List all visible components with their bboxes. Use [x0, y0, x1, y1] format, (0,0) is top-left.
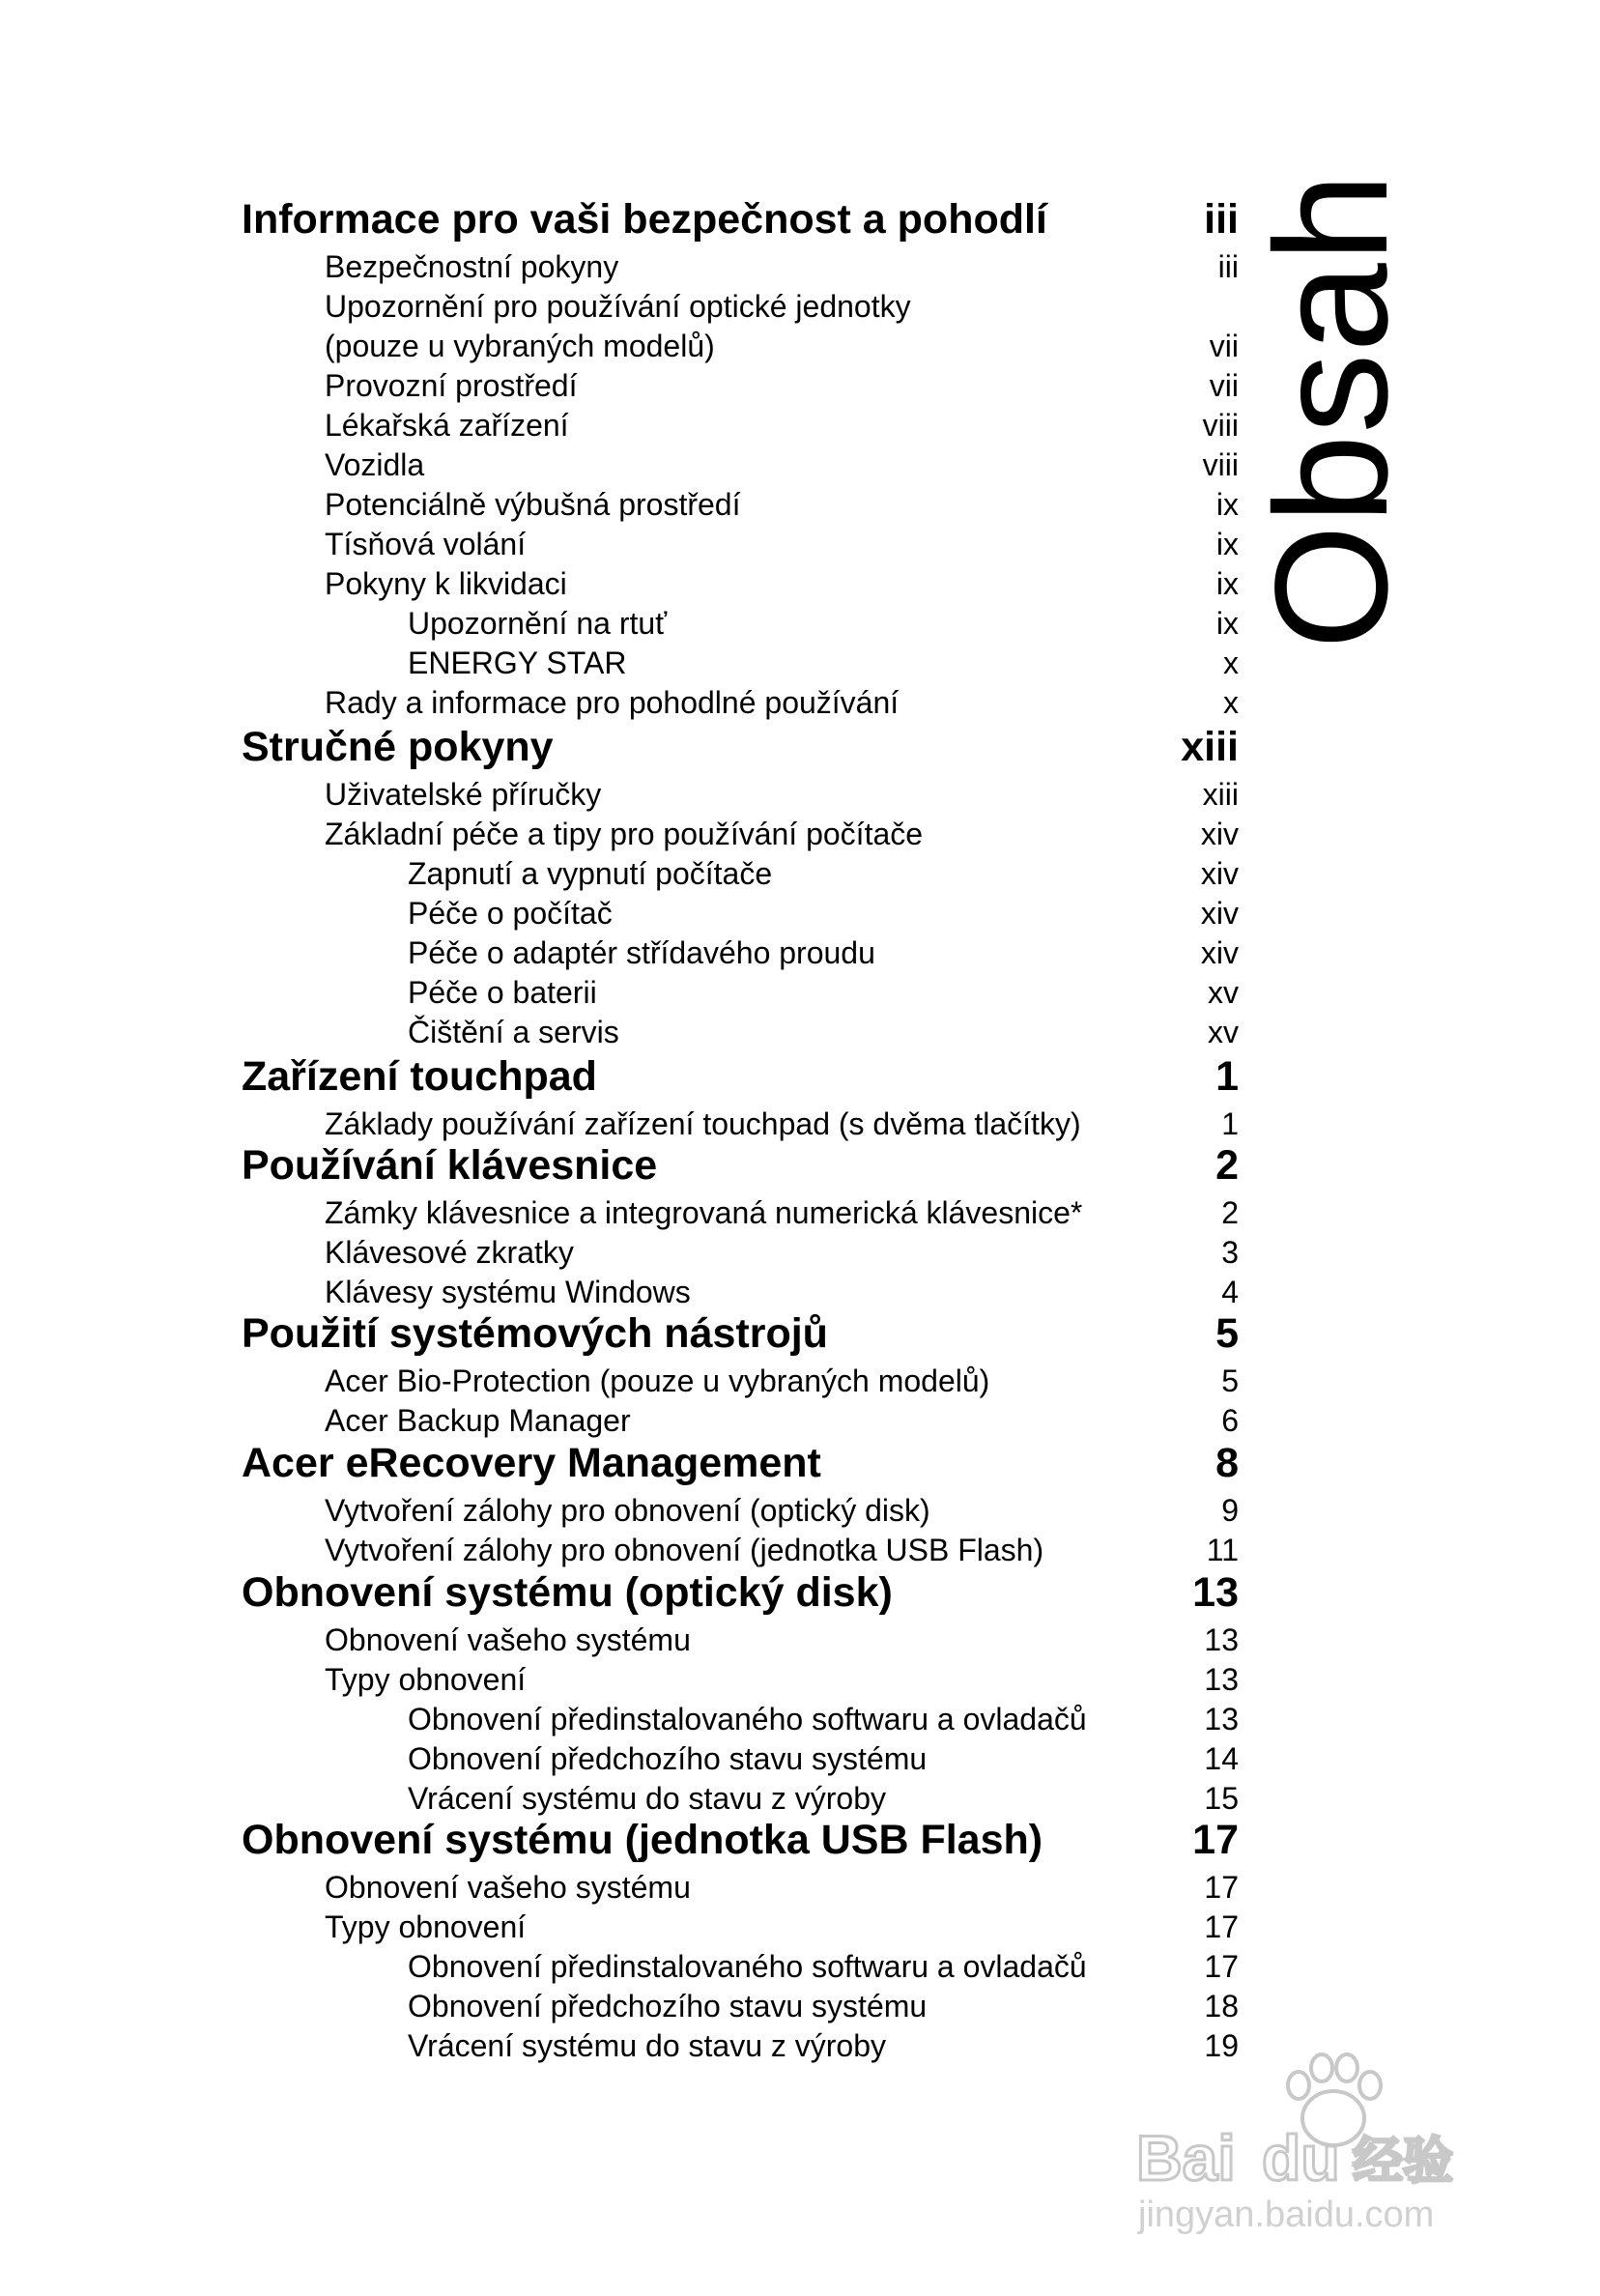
toc-entry[interactable]	[0, 685, 1600, 720]
toc-entry-page: 13	[1204, 1702, 1239, 1736]
toc-entry-page: iii	[1217, 249, 1239, 284]
toc-entry-page: x	[1223, 646, 1239, 680]
toc-entry-title: ENERGY STAR	[408, 646, 627, 680]
toc-chapter-entry[interactable]	[0, 1142, 1600, 1187]
toc-entry-title: Bezpečnostní pokyny	[325, 249, 619, 284]
toc-entry-page: xiv	[1200, 856, 1239, 891]
toc-entry-title: Pokyny k likvidaci	[325, 566, 567, 601]
toc-entry-page: 5	[1215, 1310, 1239, 1357]
toc-entry[interactable]	[0, 1235, 1600, 1270]
toc-entry-title: Obnovení systému (optický disk)	[242, 1569, 893, 1616]
toc-entry-page: xiv	[1200, 817, 1239, 851]
toc-entry-title: Základní péče a tipy pro používání počítače	[325, 817, 924, 851]
toc-entry-title: Typy obnovení	[325, 1909, 527, 1944]
toc-entry-page: xiv	[1200, 935, 1239, 970]
side-title	[1231, 171, 1434, 650]
watermark-url: jingyan.baidu.com	[1138, 2195, 1435, 2235]
toc-entry-title: Obnovení systému (jednotka USB Flash)	[242, 1817, 1043, 1863]
toc-entry-page: xiii	[1181, 724, 1239, 770]
watermark-logo	[1129, 2047, 1505, 2240]
toc-entry-page: 9	[1221, 1493, 1239, 1528]
toc-entry-title: Acer Bio-Protection (pouze u vybraných modelů)	[325, 1363, 990, 1398]
toc-entry-title: Upozornění pro používání optické jednotky	[325, 289, 911, 324]
toc-entry-page: vii	[1209, 368, 1239, 403]
toc-entry-page: x	[1223, 685, 1239, 720]
toc-entry-title: Obnovení předchozího stavu systému	[408, 1989, 928, 2023]
toc-chapter-entry[interactable]	[0, 1053, 1600, 1098]
toc-entry[interactable]	[0, 1015, 1600, 1049]
toc-entry-title: Stručné pokyny	[242, 724, 554, 770]
toc-entry-title: Klávesy systému Windows	[325, 1275, 691, 1309]
toc-chapter-entry[interactable]	[0, 1817, 1600, 1861]
toc-entry-page: 5	[1221, 1363, 1239, 1398]
toc-entry-page: 15	[1204, 1781, 1239, 1816]
toc-entry[interactable]	[0, 1989, 1600, 2023]
toc-entry-page: vii	[1209, 329, 1239, 363]
toc-entry-title: Používání klávesnice	[242, 1142, 658, 1189]
toc-entry-title: Klávesové zkratky	[325, 1235, 574, 1270]
toc-entry-title: Acer eRecovery Management	[242, 1440, 821, 1486]
toc-entry-title: Vytvoření zálohy pro obnovení (jednotka USB Flash)	[325, 1533, 1044, 1567]
toc-entry-title: Základy používání zařízení touchpad (s dvěma tlačítky)	[325, 1106, 1081, 1141]
toc-entry[interactable]	[0, 1363, 1600, 1398]
side-title-text: Obsah	[1243, 171, 1421, 650]
toc-entry-title: Péče o baterii	[408, 975, 597, 1010]
toc-entry[interactable]	[0, 935, 1600, 970]
toc-entry-title: Použití systémových nástrojů	[242, 1310, 828, 1357]
toc-entry-title: Upozornění na rtuť	[408, 606, 668, 641]
toc-entry-title: Tísňová volání	[325, 527, 527, 561]
toc-entry[interactable]	[0, 1533, 1600, 1567]
toc-entry[interactable]	[0, 1403, 1600, 1438]
toc-entry-title: Péče o adaptér střídavého proudu	[408, 935, 875, 970]
toc-entry-page: ix	[1215, 606, 1239, 641]
toc-entry[interactable]	[0, 1106, 1600, 1141]
toc-entry-title: Čištění a servis	[408, 1015, 619, 1049]
toc-entry-page: 2	[1221, 1195, 1239, 1230]
toc-entry[interactable]	[0, 1195, 1600, 1230]
toc-entry-title: Potenciálně výbušná prostředí	[325, 487, 741, 522]
toc-entry-page: ix	[1215, 566, 1239, 601]
toc-entry-page: viii	[1202, 408, 1239, 443]
toc-entry-page: 17	[1204, 1870, 1239, 1905]
toc-entry-page: 13	[1192, 1569, 1239, 1616]
toc-entry-title: Rady a informace pro pohodlné používání	[325, 685, 900, 720]
toc-entry-title: Vytvoření zálohy pro obnovení (optický disk)	[325, 1493, 930, 1528]
toc-entry[interactable]	[0, 1741, 1600, 1776]
toc-entry-title: Acer Backup Manager	[325, 1403, 631, 1438]
toc-entry-title: Zařízení touchpad	[242, 1053, 597, 1100]
toc-entry-page: 3	[1221, 1235, 1239, 1270]
toc-entry-title: Obnovení předinstalovaného softwaru a ovladačů	[408, 1702, 1087, 1736]
toc-entry-title: Zapnutí a vypnutí počítače	[408, 856, 773, 891]
toc-entry[interactable]	[0, 1493, 1600, 1528]
toc-entry-title: Obnovení vašeho systému	[325, 1870, 691, 1905]
toc-entry-page: xiii	[1202, 777, 1239, 812]
toc-entry-page: 6	[1221, 1403, 1239, 1438]
toc-entry[interactable]	[0, 646, 1600, 680]
toc-entry[interactable]	[0, 1702, 1600, 1736]
toc-entry[interactable]	[0, 896, 1600, 931]
toc-chapter-entry[interactable]	[0, 1310, 1600, 1355]
watermark-brand: Bai	[1136, 2122, 1236, 2194]
toc-chapter-entry[interactable]	[0, 1440, 1600, 1484]
watermark-brand-du: du	[1262, 2122, 1340, 2194]
toc-entry-page: ix	[1215, 527, 1239, 561]
toc-entry-title: Informace pro vaši bezpečnost a pohodlí	[242, 196, 1047, 243]
toc-entry-title: Provozní prostředí	[325, 368, 578, 403]
toc-entry[interactable]	[0, 856, 1600, 891]
toc-entry-page: 4	[1221, 1275, 1239, 1309]
toc-entry[interactable]	[0, 1949, 1600, 1984]
toc-entry[interactable]	[0, 1909, 1600, 1944]
toc-entry-page: 14	[1204, 1741, 1239, 1776]
toc-entry-page: 17	[1192, 1817, 1239, 1863]
toc-entry-title: Vozidla	[325, 447, 425, 482]
toc-entry-page: 19	[1204, 2028, 1239, 2063]
toc-entry-page: 1	[1215, 1053, 1239, 1100]
toc-entry[interactable]	[0, 817, 1600, 851]
baidu-jingyan-watermark	[1129, 2047, 1505, 2240]
toc-chapter-entry[interactable]	[0, 1569, 1600, 1614]
toc-entry-title: Vrácení systému do stavu z výroby	[408, 1781, 887, 1816]
toc-entry-page: viii	[1202, 447, 1239, 482]
toc-entry-title: Uživatelské příručky	[325, 777, 602, 812]
toc-entry[interactable]	[0, 777, 1600, 812]
toc-entry-page: xv	[1208, 1015, 1239, 1049]
toc-entry-page: xiv	[1200, 896, 1239, 931]
toc-entry-title: Typy obnovení	[325, 1662, 527, 1697]
toc-entry-title: Zámky klávesnice a integrovaná numerická klávesnice*	[325, 1195, 1083, 1230]
toc-entry[interactable]	[0, 1662, 1600, 1697]
toc-entry-page: 1	[1221, 1106, 1239, 1141]
toc-chapter-entry[interactable]	[0, 724, 1600, 768]
toc-entry[interactable]	[0, 1275, 1600, 1309]
watermark-brand-cn: 经验	[1353, 2133, 1454, 2191]
toc-entry-page: 17	[1204, 1909, 1239, 1944]
toc-entry-page: 17	[1204, 1949, 1239, 1984]
toc-entry-title: Lékařská zařízení	[325, 408, 569, 443]
toc-entry[interactable]	[0, 1781, 1600, 1816]
toc-entry-title: Obnovení předinstalovaného softwaru a ovladačů	[408, 1949, 1087, 1984]
toc-entry-page: 11	[1206, 1533, 1239, 1567]
toc-entry[interactable]	[0, 1870, 1600, 1905]
toc-entry-page: 2	[1215, 1142, 1239, 1189]
toc-entry-page: 18	[1204, 1989, 1239, 2023]
toc-entry-title: (pouze u vybraných modelů)	[325, 329, 715, 363]
toc-entry-page: ix	[1215, 487, 1239, 522]
toc-entry-title: Obnovení vašeho systému	[325, 1622, 691, 1657]
toc-entry-page: xv	[1208, 975, 1239, 1010]
toc-entry-page: iii	[1204, 196, 1239, 243]
toc-entry-page: 13	[1204, 1622, 1239, 1657]
toc-entry[interactable]	[0, 1622, 1600, 1657]
toc-entry[interactable]	[0, 975, 1600, 1010]
toc-entry-page: 13	[1204, 1662, 1239, 1697]
toc-entry-title: Obnovení předchozího stavu systému	[408, 1741, 928, 1776]
toc-entry-page: 8	[1215, 1440, 1239, 1486]
toc-entry-title: Péče o počítač	[408, 896, 613, 931]
toc-entry-title: Vrácení systému do stavu z výroby	[408, 2028, 887, 2063]
